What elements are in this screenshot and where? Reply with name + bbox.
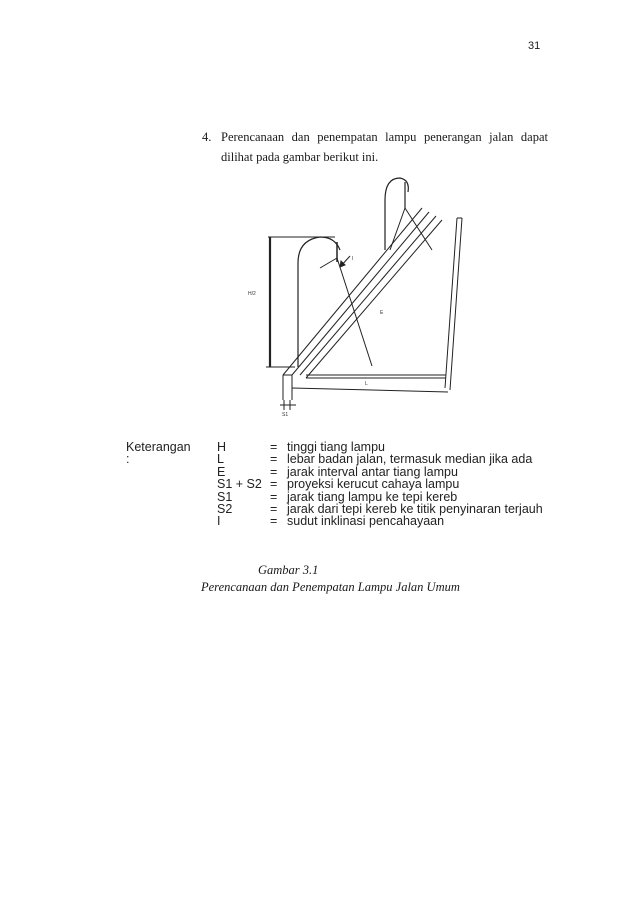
legend-equals: = — [270, 514, 278, 529]
legend-title: Keterangan : — [126, 440, 191, 467]
label-road-width: L — [365, 381, 368, 387]
legend-description: jarak interval antar tiang lampu — [287, 464, 458, 479]
legend-symbol: S1 + S2 — [217, 477, 262, 492]
figure-caption-title: Perencanaan dan Penempatan Lampu Jalan Umum — [201, 580, 460, 594]
legend-symbol: S2 — [217, 502, 233, 516]
figure-caption-number: Gambar 3.1 — [258, 563, 319, 577]
label-s1: S1 — [282, 412, 289, 418]
legend-symbol: E — [217, 464, 226, 479]
legend-equals: = — [270, 464, 278, 479]
legend-description: tinggi tiang lampu — [287, 440, 385, 454]
legend-equals: = — [270, 440, 278, 454]
street-lighting-diagram — [200, 170, 480, 420]
legend-symbol: H — [217, 440, 227, 454]
label-interval: E — [380, 310, 384, 316]
paragraph-line-1: Perencanaan dan penempatan lampu penerangan jalan dapat — [221, 130, 548, 144]
legend-symbol: I — [217, 514, 221, 529]
legend-description: jarak dari tepi kereb ke titik penyinaran terjauh — [287, 502, 543, 516]
legend-equals: = — [270, 502, 278, 516]
label-h2: H/2 — [248, 291, 256, 297]
list-number: 4. — [202, 130, 212, 144]
legend-description: proyeksi kerucut cahaya lampu — [287, 477, 460, 492]
legend-description: sudut inklinasi pencahayaan — [287, 514, 445, 529]
page-number: 31 — [528, 40, 541, 52]
legend-equals: = — [270, 489, 278, 504]
legend-equals: = — [270, 477, 278, 492]
legend-description: jarak tiang lampu ke tepi kereb — [287, 489, 458, 504]
legend-equals: = — [270, 452, 278, 467]
legend-symbol: S1 — [217, 489, 233, 504]
label-inclination: I — [352, 256, 354, 262]
legend-description: lebar badan jalan, termasuk median jika ada — [287, 452, 533, 467]
legend-symbol: L — [217, 452, 224, 467]
paragraph-line-2: dilihat pada gambar berikut ini. — [221, 150, 379, 164]
